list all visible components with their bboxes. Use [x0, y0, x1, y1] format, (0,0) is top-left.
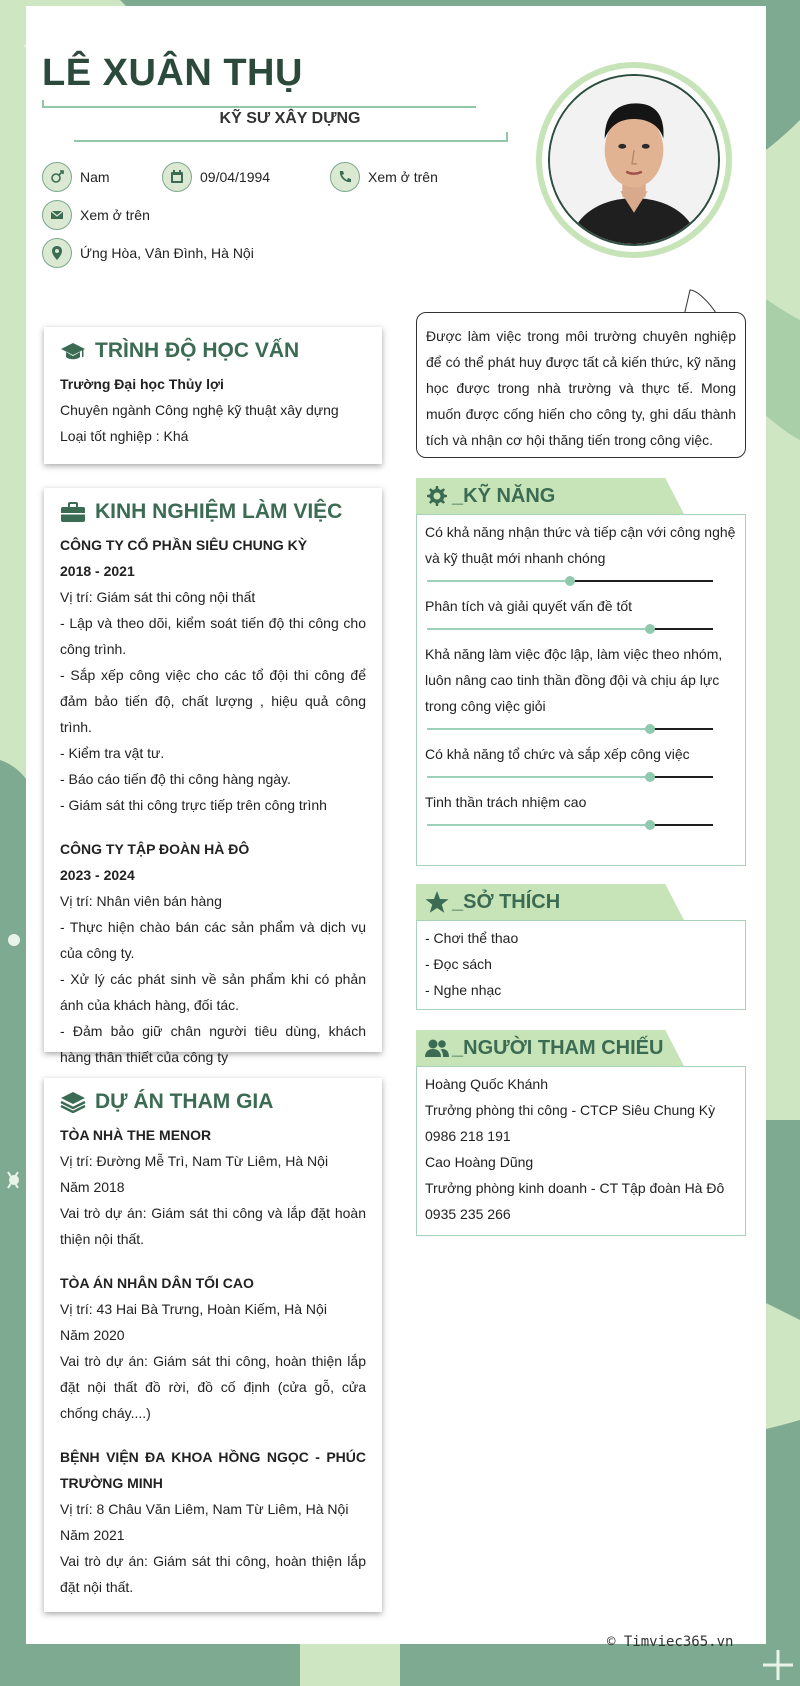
- email-row: [42, 200, 150, 230]
- skills-heading: [416, 478, 686, 514]
- reference-name: Hoàng Quốc Khánh: [425, 1076, 548, 1092]
- skill-label: Tinh thần trách nhiệm cao: [425, 794, 587, 810]
- project-line: Năm 2018: [60, 1179, 125, 1195]
- skill-item: [425, 789, 737, 831]
- skill-level-bar: [427, 771, 713, 783]
- hobby-item: - Chơi thể thao: [425, 930, 519, 946]
- candidate-name: LÊ XUÂN THỤ: [42, 52, 303, 94]
- school-name: Trường Đại học Thủy lợi: [60, 376, 224, 392]
- birthday-row: [162, 162, 270, 192]
- phone-value: Xem ở trên: [368, 169, 438, 185]
- title-divider-bottom: [74, 132, 508, 142]
- company-name: CÔNG TY TẬP ĐOÀN HÀ ĐÔ: [60, 841, 250, 857]
- star-icon: [424, 889, 450, 915]
- skills-title: _KỸ NĂNG: [452, 484, 556, 507]
- experience-heading: [60, 500, 366, 524]
- career-objective: Được làm việc trong môi trường chuyên nghiệp để có thể phát huy được tất cả kiến thức, kỹ năng học được trong nhà trường và thực tế. Mong muốn được cống hiến cho công ty, ghi dấu thành tích và nhận cơ hội thăng tiến trong công việc.: [416, 312, 746, 458]
- gender-value: Nam: [80, 169, 110, 185]
- project-name: TÒA ÁN NHÂN DÂN TỐI CAO: [60, 1275, 254, 1291]
- skill-level-dot: [645, 724, 655, 734]
- project-entry: [60, 1444, 366, 1600]
- skills-section: [416, 514, 746, 866]
- project-line: Vai trò dự án: Giám sát thi công và lắp đặt hoàn thiện nội thất.: [60, 1205, 366, 1247]
- skill-item: [425, 641, 737, 735]
- skill-label: Khả năng làm việc độc lập, làm việc theo nhóm, luôn nâng cao tinh thần đồng đội và chịu áp lực trong công việc giỏi: [425, 646, 723, 714]
- birthday-value: 09/04/1994: [200, 169, 271, 185]
- job-line: - Sắp xếp công việc cho các tổ đội thi công để đảm bảo tiến độ, chất lượng , hiệu quả công trình.: [60, 667, 366, 735]
- job-period: 2018 - 2021: [60, 563, 135, 579]
- reference-name: Cao Hoàng Dũng: [425, 1154, 534, 1170]
- reference-phone: 0986 218 191: [425, 1128, 511, 1144]
- phone-row: [330, 162, 438, 192]
- references-section: [416, 1066, 746, 1236]
- project-line: Vị trí: 8 Châu Văn Liêm, Nam Từ Liêm, Hà Nội: [60, 1501, 349, 1517]
- job-line: - Thực hiện chào bán các sản phẩm và dịch vụ của công ty.: [60, 919, 366, 961]
- project-line: Vị trí: 43 Hai Bà Trưng, Hoàn Kiếm, Hà Nội: [60, 1301, 327, 1317]
- job-line: Vị trí: Nhân viên bán hàng: [60, 893, 222, 909]
- project-name: BỆNH VIỆN ĐA KHOA HỒNG NGỌC - PHÚC TRƯỜNG MINH: [60, 1449, 366, 1491]
- profile-photo: [548, 74, 720, 246]
- projects-heading: [60, 1090, 366, 1114]
- briefcase-icon: [60, 501, 86, 523]
- references-title: _NGƯỜI THAM CHIẾU: [452, 1036, 664, 1059]
- users-icon: [424, 1035, 450, 1061]
- skill-level-dot: [645, 772, 655, 782]
- graduation-cap-icon: [60, 340, 86, 362]
- project-entry: [60, 1270, 366, 1426]
- gender-icon: [42, 162, 72, 192]
- projects-section: [44, 1078, 382, 1612]
- reference-position: Trưởng phòng thi công - CTCP Siêu Chung Kỳ: [425, 1102, 716, 1118]
- job-line: - Giám sát thi công trực tiếp trên công trình: [60, 797, 327, 813]
- location-pin-icon: [42, 238, 72, 268]
- job-entry: [60, 532, 366, 818]
- gender-row: [42, 162, 110, 192]
- hobbies-heading: [416, 884, 686, 920]
- experience-title: KINH NGHIỆM LÀM VIỆC: [95, 500, 343, 523]
- job-line: - Xử lý các phát sinh về sản phẩm khi có phản ánh của khách hàng, đối tác.: [60, 971, 366, 1013]
- calendar-icon: [162, 162, 192, 192]
- mail-icon: [42, 200, 72, 230]
- skill-level-bar: [427, 623, 713, 635]
- job-line: - Báo cáo tiến độ thi công hàng ngày.: [60, 771, 291, 787]
- job-line: Vị trí: Giám sát thi công nội thất: [60, 589, 256, 605]
- address-value: Ứng Hòa, Vân Đình, Hà Nội: [80, 245, 254, 261]
- education-title: TRÌNH ĐỘ HỌC VẤN: [95, 339, 300, 362]
- footer-credit: © Timviec365.vn: [607, 1634, 734, 1650]
- job-entry: [60, 836, 366, 1070]
- skill-item: [425, 519, 737, 587]
- job-line: - Đảm bảo giữ chân người tiêu dùng, khách hàng thân thiết của công ty: [60, 1023, 366, 1065]
- gear-icon: [424, 483, 450, 509]
- skill-level-dot: [565, 576, 575, 586]
- education-section: [44, 327, 382, 464]
- job-period: 2023 - 2024: [60, 867, 135, 883]
- phone-icon: [330, 162, 360, 192]
- job-line: - Kiểm tra vật tư.: [60, 745, 165, 761]
- skill-label: Phân tích và giải quyết vấn đề tốt: [425, 598, 633, 614]
- title-divider-top: [42, 100, 476, 108]
- project-line: Năm 2021: [60, 1527, 125, 1543]
- skill-level-bar: [427, 819, 713, 831]
- skill-level-bar: [427, 723, 713, 735]
- experience-section: [44, 488, 382, 1065]
- project-entry: [60, 1122, 366, 1252]
- project-line: Vị trí: Đường Mễ Trì, Nam Từ Liêm, Hà Nội: [60, 1153, 329, 1169]
- reference-phone: 0935 235 266: [425, 1206, 511, 1222]
- hobbies-title: _SỞ THÍCH: [452, 890, 561, 913]
- projects-title: DỰ ÁN THAM GIA: [95, 1090, 274, 1113]
- major: Chuyên ngành Công nghệ kỹ thuật xây dựng: [60, 402, 339, 418]
- skill-label: Có khả năng nhận thức và tiếp cận với công nghệ và kỹ thuật mới nhanh chóng: [425, 524, 736, 566]
- skill-item: [425, 741, 737, 783]
- skill-level-bar: [427, 575, 713, 587]
- job-line: - Lập và theo dõi, kiểm soát tiến độ thi công cho công trình.: [60, 615, 366, 657]
- references-heading: [416, 1030, 686, 1066]
- project-name: TÒA NHÀ THE MENOR: [60, 1127, 212, 1143]
- skill-level-dot: [645, 820, 655, 830]
- address-row: [42, 238, 254, 268]
- project-line: Năm 2020: [60, 1327, 125, 1343]
- graduation-grade: Loại tốt nghiệp : Khá: [60, 428, 189, 444]
- company-name: CÔNG TY CỔ PHẦN SIÊU CHUNG KỲ: [60, 537, 308, 553]
- layers-icon: [60, 1091, 86, 1113]
- hobby-item: - Nghe nhạc: [425, 982, 502, 998]
- skill-label: Có khả năng tổ chức và sắp xếp công việc: [425, 746, 690, 762]
- skill-level-dot: [645, 624, 655, 634]
- email-value: Xem ở trên: [80, 207, 150, 223]
- project-line: Vai trò dự án: Giám sát thi công, hoàn thiện lắp đặt nội thất đồ rời, đồ cố định (cửa gỗ, cửa chống cháy....): [60, 1353, 366, 1421]
- hobby-item: - Đọc sách: [425, 956, 492, 972]
- education-heading: [60, 339, 366, 363]
- hobbies-section: [416, 920, 746, 1010]
- skill-item: [425, 593, 737, 635]
- reference-position: Trưởng phòng kinh doanh - CT Tập đoàn Hà Đô: [425, 1180, 725, 1196]
- job-title: KỸ SƯ XÂY DỰNG: [219, 110, 361, 127]
- project-line: Vai trò dự án: Giám sát thi công, hoàn thiện lắp đặt nội thất.: [60, 1553, 366, 1595]
